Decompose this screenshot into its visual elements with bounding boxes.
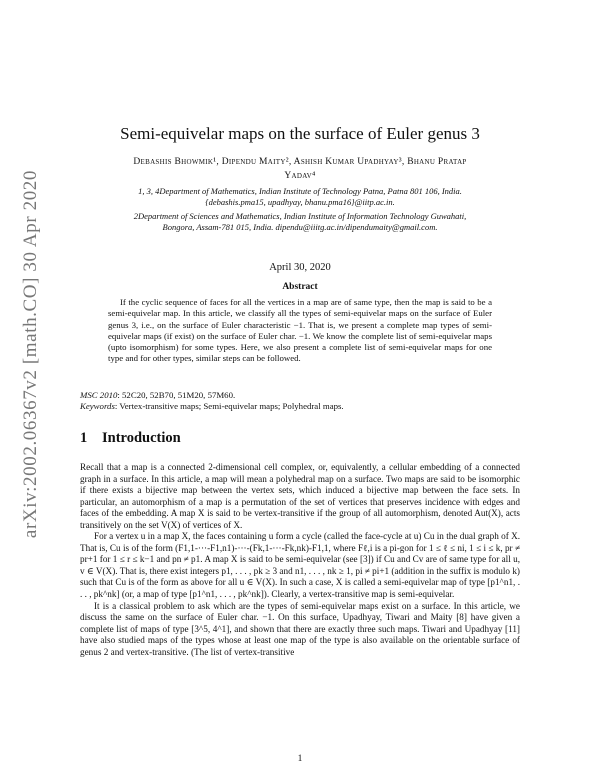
keywords-value: : Vertex-transitive maps; Semi-equivelar maps; Polyhedral maps. — [114, 401, 344, 412]
paper-date: April 30, 2020 — [269, 262, 331, 273]
msc-line — [80, 390, 520, 401]
paragraph-3: It is a classical problem to ask which are the types of semi-equivelar maps exist on a surface. In this article, we discuss the same on the surface of Euler char. −1. On this surface, Upadhyay, Tiwari and Maity [8] have given a complete list of maps of type [3^5, 4^1], and shown that there are exactly three such maps. Tiwari and Upadhyay [11] have also studied maps of the types whose at least one map of the type is also available on the orientable surface of genus 2 and vertex-transitive. (The list of vertex-transitive — [80, 600, 520, 657]
msc-label: MSC 2010 — [80, 390, 118, 400]
affiliation-2 — [80, 211, 520, 233]
section-number: 1 — [80, 430, 88, 446]
section-heading — [80, 430, 520, 447]
arxiv-stamp: arXiv:2002.06367v2 [math.CO] 30 Apr 2020 — [20, 170, 41, 539]
abstract-heading: Abstract — [282, 282, 318, 292]
classification-block — [80, 390, 520, 413]
keywords-label: Keywords — [80, 401, 115, 412]
paragraph-2: For a vertex u in a map X, the faces containing u form a cycle (called the face-cycle at u) Cu in the dual graph of X. That is, Cu is of the form (F1,1-···-F1,n1)-···-(Fk,1-···-Fk,nk)-F1,1, where Fℓ,i is a pi-gon for 1 ≤ ℓ ≤ ni, 1 ≤ i ≤ k, pr ≠ pr+1 for 1 ≤ r ≤ k−1 and pn ≠ p1. A map X is said to be semi-equivelar (see [3]) if Cu and Cv are of same type for all u, v ∈ V(X). That is, there exist integers p1, . . . , pk ≥ 3 and n1, . . . , nk ≥ 1, pi ≠ pi+1 (addition in the suffix is modulo k) such that Cu is of the form as above for all u ∈ V(X). In such a case, X is called a semi-equivelar map of type [p1^n1, . . . , pk^nk] (or, a map of type [p1^n1, . . . , pk^nk]). Clearly, a vertex-transitive map is semi-equivelar. — [80, 531, 520, 600]
page-number: 1 — [297, 754, 303, 764]
authors-line-1: Debashis Bhowmik¹, Dipendu Maity², Ashish Kumar Upadhyay³, Bhanu Pratap — [133, 157, 467, 167]
section-title: Introduction — [102, 430, 181, 446]
affiliation-1-line-2: {debashis.pma15, upadhyay, bhanu.pma16}@iitp.ac.in. — [205, 197, 395, 207]
paragraph-1: Recall that a map is a connected 2-dimensional cell complex, or, equivalently, a cellular embedding of a connected graph in a surface. In this article, a map will mean a polyhedral map on a surface. Two maps are said to be isomorphic if there exists a bijective map between the vertex sets, which induced a bijective map between the face sets. In particular, an automorphism of a map is a permutation of the set of vertices that preserves incidence with edges and faces of the embedding. A map X is said to be vertex-transitive if the group of all automorphism, denoted Aut(X), acts transitively on the set V(X) of vertices of X. — [80, 462, 520, 530]
authors-line-2: Yadav⁴ — [284, 171, 316, 181]
affiliation-2-line-2: Bongora, Assam-781 015, India. dipendu@iiitg.ac.in/dipendumaity@gmail.com. — [162, 222, 438, 232]
abstract — [108, 297, 492, 365]
introduction-body — [80, 462, 520, 658]
affiliation-2-line-1: 2Department of Sciences and Mathematics, Indian Institute of Information Technology Guwahati, — [133, 211, 467, 221]
abstract-text: If the cyclic sequence of faces for all the vertices in a map are of same type, then the map is said to be a semi-equivelar map. In this article, we classify all the types of semi-equivelar maps on the surface of Euler genus 3, i.e., on the surface of Euler characteristic −1. That is, we present a complete map types of semi-equivelar maps (if exist) on the surface of Euler char. −1. We know the complete list of semi-equivelar maps (upto isomorphism) for some types. Here, we also present a complete list of semi-equivelar maps for one type and for other types, similar steps can be followed. — [108, 297, 492, 364]
msc-value: : 52C20, 52B70, 51M20, 57M60. — [117, 390, 236, 400]
affiliation-1-line-1: 1, 3, 4Department of Mathematics, Indian Institute of Technology Patna, Patna 801 106, India. — [138, 186, 462, 196]
affiliation-1 — [80, 186, 520, 208]
author-list — [80, 155, 520, 183]
paper-title: Semi-equivelar maps on the surface of Euler genus 3 — [120, 124, 480, 143]
keywords-line — [80, 401, 520, 412]
